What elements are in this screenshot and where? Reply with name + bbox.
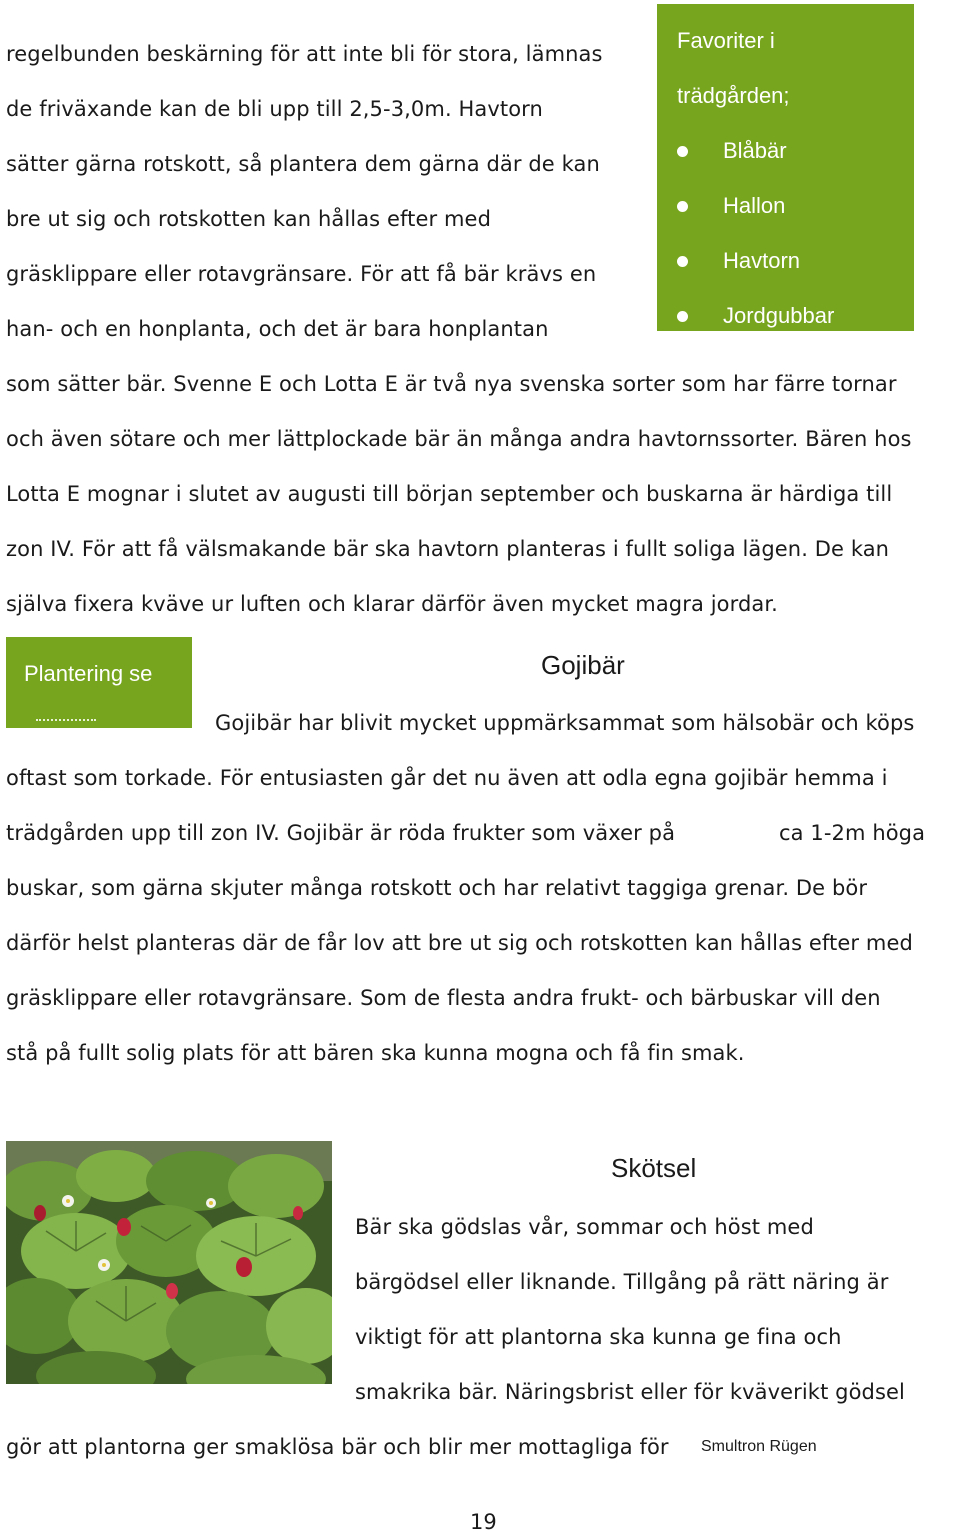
bullet-icon	[677, 146, 688, 157]
body-text-line: zon IV. För att få välsmakande bär ska havtorn planteras i fullt soliga lägen. De kan	[6, 537, 890, 561]
strawberry-plant-illustration	[6, 1141, 332, 1384]
body-text-line: sätter gärna rotskott, så plantera dem gärna där de kan	[6, 152, 600, 176]
body-text-line: trädgården upp till zon IV. Gojibär är röda frukter som växer på	[6, 821, 676, 845]
photo-caption: Smultron Rügen	[701, 1438, 817, 1455]
planting-box	[6, 637, 192, 728]
body-text-line: han- och en honplanta, och det är bara honplantan	[6, 317, 549, 341]
body-text-line: Bär ska gödslas vår, sommar och höst med	[355, 1215, 814, 1239]
page-number: 19	[470, 1510, 497, 1534]
body-text-line: viktigt för att plantorna ska kunna ge fina och	[355, 1325, 842, 1349]
body-text-line: som sätter bär. Svenne E och Lotta E är två nya svenska sorter som har färre tornar	[6, 372, 897, 396]
body-text-line: Lotta E mognar i slutet av augusti till början september och buskarna är härdiga till	[6, 482, 893, 506]
body-text-line: därför helst planteras där de får lov att bre ut sig och rotskotten kan hållas efter med	[6, 931, 913, 955]
body-text-line: Gojibär har blivit mycket uppmärksammat som hälsobär och köps	[215, 711, 915, 735]
bullet-icon	[677, 201, 688, 212]
skotsel-heading: Skötsel	[611, 1153, 697, 1183]
body-text-line: regelbunden beskärning för att inte bli för stora, lämnas	[6, 42, 603, 66]
favorites-title-line1: Favoriter i	[677, 28, 775, 53]
bullet-icon	[677, 256, 688, 267]
body-text-line: smakrika bär. Näringsbrist eller för kväverikt gödsel	[355, 1380, 905, 1404]
favorites-item-label: Hallon	[723, 193, 786, 218]
favorites-item-label: Havtorn	[723, 248, 801, 273]
favorites-item-label: Jordgubbar	[723, 303, 835, 328]
favorites-title-line2: trädgården;	[677, 83, 790, 108]
body-text-line: buskar, som gärna skjuter många rotskott och har relativt taggiga grenar. De bör	[6, 876, 868, 900]
planting-box-label: Plantering se	[24, 661, 153, 686]
gojibar-heading: Gojibär	[541, 650, 625, 680]
body-text-line: stå på fullt solig plats för att bären ska kunna mogna och få fin smak.	[6, 1041, 745, 1065]
body-text-line: gräsklippare eller rotavgränsare. För att få bär krävs en	[6, 262, 597, 286]
planting-box-clipped-text	[36, 719, 96, 724]
body-text-line: själva fixera kväve ur luften och klarar därför även mycket magra jordar.	[6, 592, 778, 616]
body-text-line: och även sötare och mer lättplockade bär än många andra havtornssorter. Bären hos	[6, 427, 912, 451]
body-text-line: ca 1-2m höga	[779, 821, 926, 845]
body-text-line: gräsklippare eller rotavgränsare. Som de flesta andra frukt- och bärbuskar vill den	[6, 986, 881, 1010]
body-text-line: oftast som torkade. För entusiasten går det nu även att odla egna gojibär hemma i	[6, 766, 888, 790]
body-text-line: gör att plantorna ger smaklösa bär och blir mer mottagliga för	[6, 1435, 669, 1459]
body-text-line: de friväxande kan de bli upp till 2,5-3,0m. Havtorn	[6, 97, 543, 121]
body-text-line: bre ut sig och rotskotten kan hållas efter med	[6, 207, 491, 231]
favorites-box	[657, 4, 914, 331]
strawberry-photo	[6, 1141, 332, 1384]
body-text-line: bärgödsel eller liknande. Tillgång på rätt näring är	[355, 1270, 889, 1294]
favorites-item-label: Blåbär	[723, 138, 787, 163]
bullet-icon	[677, 311, 688, 322]
